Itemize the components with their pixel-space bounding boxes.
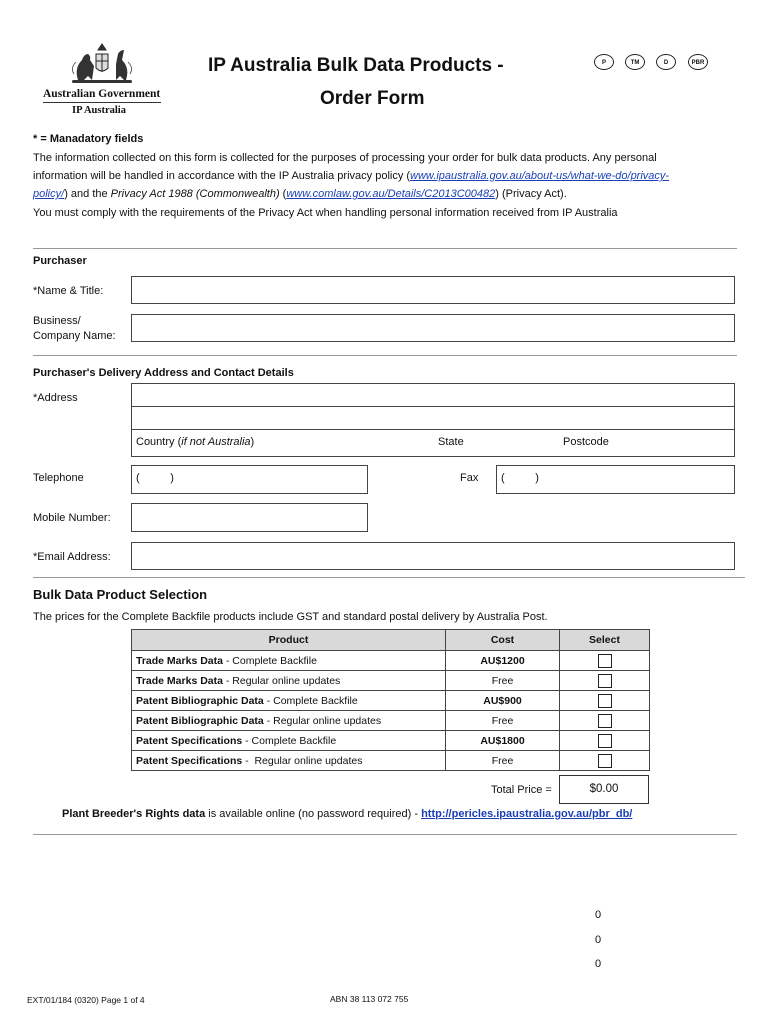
- hidden-value-1: 0: [595, 909, 602, 921]
- privacy-text-d: (: [279, 188, 287, 200]
- product-select-cell: [560, 691, 650, 711]
- total-price-value: $0.00: [589, 783, 619, 795]
- product-name-cell: [132, 671, 446, 691]
- country-label: [136, 436, 254, 448]
- total-price-field: [559, 775, 649, 804]
- gov-line-2: IP Australia: [72, 105, 126, 116]
- privacy-policy-link-cont[interactable]: policy/: [33, 188, 65, 200]
- mobile-label: Mobile Number:: [33, 512, 111, 524]
- business-name-field[interactable]: [131, 314, 735, 342]
- telephone-label: Telephone: [33, 472, 84, 484]
- address-label: *Address: [33, 392, 78, 404]
- product-cost-cell: Free: [446, 751, 560, 771]
- product-table-header: [132, 630, 650, 651]
- patent-mark-icon: P: [594, 54, 614, 70]
- product-cost-cell: Free: [446, 711, 560, 731]
- hidden-value-2: 0: [595, 934, 602, 946]
- divider-3: [33, 577, 745, 578]
- country-label-close: ): [250, 436, 255, 448]
- purchaser-heading: Purchaser: [33, 255, 87, 267]
- product-name-bold: Patent Specifications: [136, 734, 243, 747]
- privacy-text-e: ) (Privacy Act).: [495, 188, 567, 200]
- product-name-rest: - Complete Backfile: [222, 654, 317, 667]
- telephone-field[interactable]: [131, 465, 368, 494]
- product-name-rest: - Regular online updates: [222, 674, 341, 687]
- product-select-cell: [560, 731, 650, 751]
- product-select-checkbox[interactable]: [598, 694, 612, 708]
- privacy-line-2: [33, 167, 745, 185]
- form-code: EXT/01/184 (0320) Page 1 of 4: [27, 995, 145, 1005]
- postcode-label: Postcode: [563, 436, 609, 448]
- product-name-bold: Trade Marks Data: [136, 674, 223, 687]
- page-title-line-1: IP Australia Bulk Data Products -: [208, 55, 504, 76]
- privacy-line-1: The information collected on this form is collected for the purposes of processing your order for bulk data products. Any personal: [33, 152, 657, 164]
- privacy-text-b: information will be handled in accordance with the IP Australia privacy policy (: [33, 170, 411, 182]
- state-label: State: [438, 436, 464, 448]
- product-name-bold: Patent Specifications: [136, 754, 243, 767]
- table-row: [132, 671, 650, 691]
- product-select-checkbox[interactable]: [598, 714, 612, 728]
- product-cost-cell: AU$1800: [446, 731, 560, 751]
- pbr-mark-icon: PBR: [688, 54, 708, 70]
- col-cost: Cost: [446, 630, 560, 651]
- country-label-text: Country (: [136, 436, 182, 448]
- table-row: [132, 751, 650, 771]
- privacy-act-name: Privacy Act 1988 (Commonwealth): [110, 188, 280, 200]
- name-title-field[interactable]: [131, 276, 735, 304]
- selection-note: The prices for the Complete Backfile products include GST and standard postal delivery by Australia Post.: [33, 611, 548, 623]
- country-label-italic: if not Australia: [181, 436, 251, 448]
- trade-mark-icon: TM: [625, 54, 645, 70]
- divider-4: [33, 834, 737, 835]
- comlaw-link[interactable]: www.comlaw.gov.au/Details/C2013C00482: [286, 188, 496, 200]
- business-label: [33, 314, 116, 344]
- table-row: [132, 731, 650, 751]
- product-select-cell: [560, 651, 650, 671]
- pbr-note: [62, 808, 632, 820]
- delivery-heading: Purchaser's Delivery Address and Contact Details: [33, 367, 294, 379]
- address-line-2-field[interactable]: [131, 406, 735, 430]
- product-cost-cell: AU$1200: [446, 651, 560, 671]
- fax-field[interactable]: [496, 465, 735, 494]
- pbr-text: is available online (no password required) -: [205, 808, 422, 820]
- product-select-cell: [560, 671, 650, 691]
- product-name-rest: - Complete Backfile: [242, 734, 337, 747]
- product-name-bold: Trade Marks Data: [136, 654, 223, 667]
- product-name-rest: - Regular online updates: [263, 714, 382, 727]
- pbr-bold: Plant Breeder's Rights data: [62, 808, 206, 820]
- product-name-cell: [132, 651, 446, 671]
- abn: ABN 38 113 072 755: [330, 994, 409, 1004]
- gov-divider: [43, 102, 161, 103]
- divider-2: [33, 355, 737, 356]
- product-select-checkbox[interactable]: [598, 734, 612, 748]
- product-select-checkbox[interactable]: [598, 674, 612, 688]
- business-label-line-2: Company Name:: [33, 330, 116, 342]
- product-table: [131, 629, 650, 771]
- product-cost-cell: AU$900: [446, 691, 560, 711]
- product-name-bold: Patent Bibliographic Data: [136, 714, 264, 727]
- privacy-text-c: ) and the: [64, 188, 111, 200]
- privacy-policy-link[interactable]: www.ipaustralia.gov.au/about-us/what-we-do/privacy-: [410, 170, 670, 182]
- coat-of-arms-logo: [68, 40, 136, 86]
- product-select-checkbox[interactable]: [598, 654, 612, 668]
- product-name-cell: [132, 711, 446, 731]
- divider-1: [33, 248, 737, 249]
- telephone-area-code: ( ): [136, 472, 174, 484]
- total-price-label: Total Price =: [491, 784, 552, 796]
- pbr-link[interactable]: http://pericles.ipaustralia.gov.au/pbr_db/: [421, 808, 633, 820]
- table-row: [132, 711, 650, 731]
- email-label: *Email Address:: [33, 551, 111, 563]
- product-name-cell: [132, 731, 446, 751]
- business-label-line-1: Business/: [33, 315, 81, 327]
- fax-label: Fax: [460, 472, 479, 484]
- product-name-rest: - Complete Backfile: [263, 694, 358, 707]
- product-name-bold: Patent Bibliographic Data: [136, 694, 264, 707]
- design-mark-icon: D: [656, 54, 676, 70]
- mandatory-note: * = Manadatory fields: [33, 133, 144, 145]
- privacy-compliance-note: You must comply with the requirements of the Privacy Act when handling personal information received from IP Australia: [33, 207, 618, 219]
- product-select-cell: [560, 711, 650, 731]
- product-name-cell: [132, 691, 446, 711]
- product-name-cell: [132, 751, 446, 771]
- selection-heading: Bulk Data Product Selection: [33, 587, 208, 602]
- name-title-label: *Name & Title:: [33, 285, 104, 297]
- gov-line-1: Australian Government: [43, 88, 161, 100]
- fax-area-code: ( ): [501, 472, 539, 484]
- table-row: [132, 691, 650, 711]
- page-title-line-2: Order Form: [320, 88, 425, 109]
- mobile-field[interactable]: [131, 503, 368, 532]
- product-name-rest: - Regular online updates: [242, 754, 363, 767]
- privacy-line-3: [33, 185, 745, 203]
- col-product: Product: [132, 630, 446, 651]
- hidden-value-3: 0: [595, 958, 602, 970]
- product-select-checkbox[interactable]: [598, 754, 612, 768]
- table-row: [132, 651, 650, 671]
- col-select: Select: [560, 630, 650, 651]
- address-line-1-field[interactable]: [131, 383, 735, 407]
- product-cost-cell: Free: [446, 671, 560, 691]
- product-select-cell: [560, 751, 650, 771]
- email-field[interactable]: [131, 542, 735, 570]
- privacy-paragraph: [33, 149, 745, 203]
